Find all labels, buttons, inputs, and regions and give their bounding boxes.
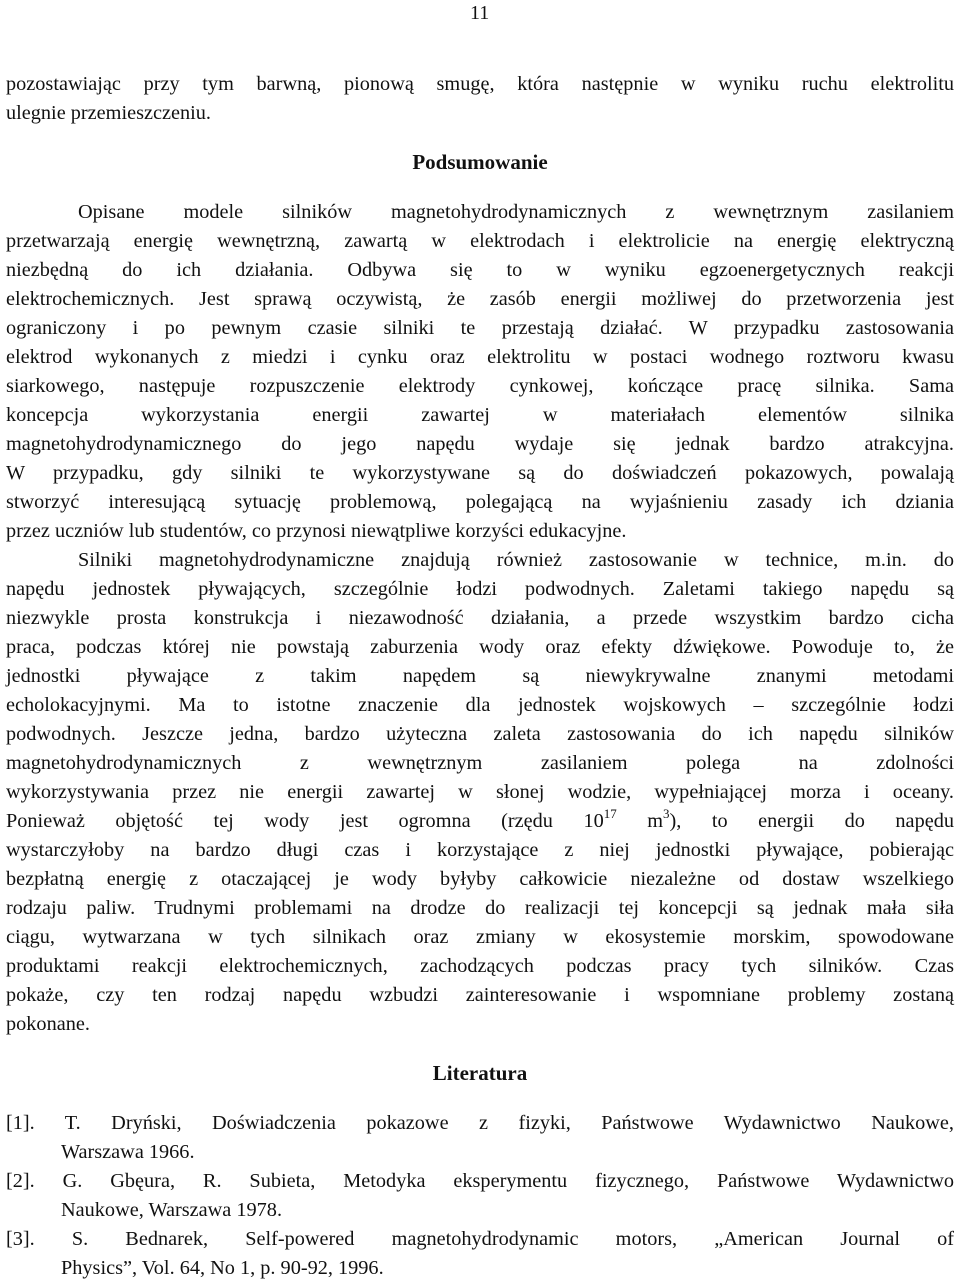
text-line: ulegnie przemieszczeniu.	[6, 102, 211, 124]
text-line: niezwykle prosta konstrukcja i niezawodność działania, a przede wszystkim bardzo cicha	[6, 607, 954, 629]
text-line: pokaże, czy ten rodzaj napędu wzbudzi zainteresowanie i wspomniane problemy zostaną	[6, 984, 954, 1006]
text-line: bezpłatną energię z otaczającej je wody byłyby całkowicie niezależne od dostaw wszelkiego	[6, 868, 954, 890]
text-line: pozostawiając przy tym barwną, pionową smugę, która następnie w wyniku ruchu elektrolitu	[6, 73, 954, 95]
text-line: magnetohydrodynamicznego do jego napędu wydaje się jednak bardzo atrakcyjna.	[6, 433, 954, 455]
text-line: niezbędną do ich działania. Odbywa się to w wyniku egzoenergetycznych reakcji	[6, 259, 954, 281]
volume-text-middle: m	[616, 810, 664, 832]
text-line: jednostki pływające z takim napędem są niewykrywalne znanymi metodami	[6, 665, 954, 687]
text-line: koncepcja wykorzystania energii zawartej w materiałach elementów silnika	[6, 404, 954, 426]
reference-item-continuation: Naukowe, Warszawa 1978.	[61, 1199, 283, 1221]
text-line: wystarczyłoby na bardzo długi czas i korzystające z niej jednostki pływające, pobierając	[6, 839, 954, 861]
text-line: podwodnych. Jeszcze jedna, bardzo użyteczna zaleta zastosowania do ich napędu silników	[6, 723, 954, 745]
text-line: elektrod wykonanych z miedzi i cynku oraz elektrolitu w postaci wodnego roztworu kwasu	[6, 346, 954, 368]
volume-text-after: ), to energii do napędu	[669, 810, 954, 832]
text-line: ograniczony i po pewnym czasie silniki te przestają działać. W przypadku zastosowania	[6, 317, 954, 339]
text-line: stworzyć interesującą sytuację problemową, polegającą na wyjaśnieniu zasady ich dziania	[6, 491, 954, 513]
reference-item-continuation: Warszawa 1966.	[61, 1141, 195, 1163]
text-line: pokonane.	[6, 1013, 90, 1035]
reference-item: [1]. T. Dryński, Doświadczenia pokazowe z fizyki, Państwowe Wydawnictwo Naukowe,	[6, 1112, 954, 1134]
section-heading-literature: Literatura	[432, 1061, 528, 1085]
section-heading-summary: Podsumowanie	[412, 150, 548, 174]
text-line: elektrochemicznych. Jest sprawą oczywistą, że zasób energii możliwej do przetworzenia jest	[6, 288, 954, 310]
text-line: W przypadku, gdy silniki te wykorzystywane są do doświadczeń pokazowych, powalają	[6, 462, 954, 484]
volume-text-before: Ponieważ objętość tej wody jest ogromna (rzędu 10	[6, 810, 604, 832]
text-line: ciągu, wytwarzana w tych silnikach oraz zmiany w ekosystemie morskim, spowodowane	[6, 926, 954, 948]
reference-item-continuation: Physics”, Vol. 64, No 1, p. 90-92, 1996.	[61, 1257, 384, 1279]
reference-item: [3]. S. Bednarek, Self-powered magnetohydrodynamic motors, „American Journal of	[6, 1228, 954, 1250]
text-line: rodzaju paliw. Trudnymi problemami na drodze do realizacji tej koncepcji są jednak mała siła	[6, 897, 954, 919]
text-line: praca, podczas której nie powstają zaburzenia wody oraz efekty dźwiękowe. Powoduje to, że	[6, 636, 954, 658]
text-line: przetwarzają energię wewnętrzną, zawartą w elektrodach i elektrolicie na energię elektryczną	[6, 230, 954, 252]
text-line-volume	[6, 807, 954, 836]
page-number: 11	[470, 2, 490, 24]
text-line: wykorzystywania przez nie energii zawartej w słonej wodzie, wypełniającej morza i oceany.	[6, 781, 954, 803]
text-line: Silniki magnetohydrodynamiczne znajdują również zastosowanie w technice, m.in. do	[78, 549, 954, 571]
text-line: produktami reakcji elektrochemicznych, zachodzących podczas pracy tych silników. Czas	[6, 955, 954, 977]
text-line: napędu jednostek pływających, szczególnie łodzi podwodnych. Zaletami takiego napędu są	[6, 578, 954, 600]
exponent: 3	[663, 806, 670, 821]
text-line: Opisane modele silników magnetohydrodynamicznych z wewnętrznym zasilaniem	[78, 201, 954, 223]
text-line: przez uczniów lub studentów, co przynosi niewątpliwe korzyści edukacyjne.	[6, 520, 627, 542]
reference-item: [2]. G. Gbęura, R. Subieta, Metodyka eksperymentu fizycznego, Państwowe Wydawnictwo	[6, 1170, 954, 1192]
text-line: echolokacyjnymi. Ma to istotne znaczenie dla jednostek wojskowych – szczególnie łodzi	[6, 694, 954, 716]
exponent: 17	[603, 806, 617, 821]
text-line: magnetohydrodynamicznych z wewnętrznym zasilaniem polega na zdolności	[6, 752, 954, 774]
text-line: siarkowego, następuje rozpuszczenie elektrody cynkowej, kończące pracę silnika. Sama	[6, 375, 954, 397]
